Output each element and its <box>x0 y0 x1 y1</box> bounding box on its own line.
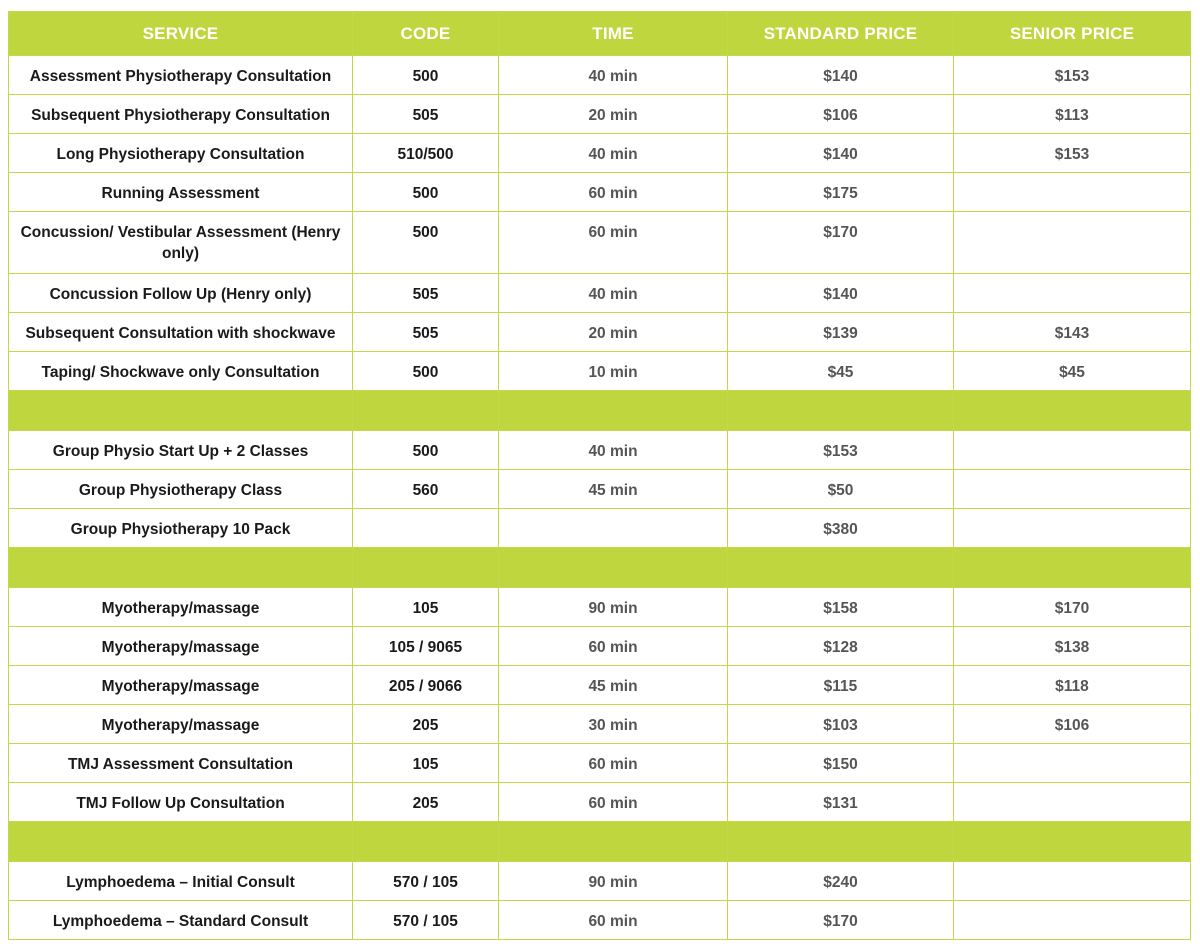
cell-service: Concussion/ Vestibular Assessment (Henry only) <box>9 212 353 274</box>
header-standard-price: STANDARD PRICE <box>728 12 954 56</box>
section-divider-row <box>9 548 1191 588</box>
header-row <box>9 12 1191 56</box>
cell-time: 40 min <box>499 56 728 95</box>
cell-senior: $45 <box>954 352 1191 391</box>
cell-code: 500 <box>353 431 499 470</box>
cell-code: 500 <box>353 173 499 212</box>
price-table <box>8 11 1191 940</box>
cell-time: 40 min <box>499 431 728 470</box>
cell-standard: $153 <box>728 431 954 470</box>
cell-standard: $175 <box>728 173 954 212</box>
cell-service: Long Physiotherapy Consultation <box>9 134 353 173</box>
cell-code: 510/500 <box>353 134 499 173</box>
table-row <box>9 470 1191 509</box>
cell-time: 60 min <box>499 783 728 822</box>
cell-time: 60 min <box>499 173 728 212</box>
cell-time: 60 min <box>499 744 728 783</box>
table-row <box>9 783 1191 822</box>
cell-standard: $131 <box>728 783 954 822</box>
cell-senior <box>954 509 1191 548</box>
cell-time: 60 min <box>499 627 728 666</box>
cell-service: Taping/ Shockwave only Consultation <box>9 352 353 391</box>
cell-code: 500 <box>353 352 499 391</box>
cell-standard: $150 <box>728 744 954 783</box>
header-service: SERVICE <box>9 12 353 56</box>
cell-time: 20 min <box>499 313 728 352</box>
section-divider-cell <box>499 391 728 431</box>
cell-senior <box>954 744 1191 783</box>
section-divider-cell <box>728 822 954 862</box>
table-row <box>9 313 1191 352</box>
header-code: CODE <box>353 12 499 56</box>
cell-code: 505 <box>353 274 499 313</box>
section-divider-cell <box>9 822 353 862</box>
cell-service: Myotherapy/massage <box>9 705 353 744</box>
cell-code <box>353 509 499 548</box>
header-time: TIME <box>499 12 728 56</box>
section-divider-cell <box>954 548 1191 588</box>
cell-standard: $158 <box>728 588 954 627</box>
cell-senior: $113 <box>954 95 1191 134</box>
cell-standard: $170 <box>728 212 954 274</box>
section-divider-cell <box>954 391 1191 431</box>
table-row <box>9 705 1191 744</box>
cell-service: Subsequent Physiotherapy Consultation <box>9 95 353 134</box>
section-divider-cell <box>353 822 499 862</box>
cell-time: 90 min <box>499 588 728 627</box>
table-row <box>9 56 1191 95</box>
cell-code: 205 <box>353 705 499 744</box>
cell-standard: $170 <box>728 901 954 940</box>
cell-service: TMJ Assessment Consultation <box>9 744 353 783</box>
cell-senior <box>954 173 1191 212</box>
cell-service: Assessment Physiotherapy Consultation <box>9 56 353 95</box>
cell-senior <box>954 274 1191 313</box>
cell-senior: $153 <box>954 56 1191 95</box>
cell-code: 505 <box>353 313 499 352</box>
section-divider-cell <box>353 391 499 431</box>
section-divider-cell <box>353 548 499 588</box>
cell-service: TMJ Follow Up Consultation <box>9 783 353 822</box>
section-divider-cell <box>728 391 954 431</box>
cell-standard: $45 <box>728 352 954 391</box>
cell-service: Running Assessment <box>9 173 353 212</box>
cell-standard: $240 <box>728 862 954 901</box>
cell-senior: $138 <box>954 627 1191 666</box>
cell-time: 60 min <box>499 212 728 274</box>
cell-standard: $140 <box>728 56 954 95</box>
cell-standard: $139 <box>728 313 954 352</box>
section-divider-cell <box>499 822 728 862</box>
cell-time: 40 min <box>499 134 728 173</box>
cell-senior: $106 <box>954 705 1191 744</box>
table-row <box>9 509 1191 548</box>
table-row <box>9 134 1191 173</box>
section-divider-cell <box>499 548 728 588</box>
cell-code: 205 / 9066 <box>353 666 499 705</box>
section-divider-row <box>9 822 1191 862</box>
section-divider-cell <box>9 391 353 431</box>
section-divider-cell <box>728 548 954 588</box>
cell-code: 560 <box>353 470 499 509</box>
cell-code: 570 / 105 <box>353 862 499 901</box>
cell-senior <box>954 470 1191 509</box>
cell-standard: $103 <box>728 705 954 744</box>
table-row <box>9 274 1191 313</box>
table-row <box>9 862 1191 901</box>
table-body <box>9 56 1191 940</box>
cell-code: 105 <box>353 588 499 627</box>
cell-code: 105 / 9065 <box>353 627 499 666</box>
price-table-container <box>8 11 1190 940</box>
cell-senior <box>954 862 1191 901</box>
cell-time: 45 min <box>499 666 728 705</box>
cell-senior: $170 <box>954 588 1191 627</box>
cell-senior <box>954 431 1191 470</box>
section-divider-cell <box>954 822 1191 862</box>
cell-service: Group Physio Start Up + 2 Classes <box>9 431 353 470</box>
table-row <box>9 95 1191 134</box>
cell-service: Concussion Follow Up (Henry only) <box>9 274 353 313</box>
cell-service: Lymphoedema – Standard Consult <box>9 901 353 940</box>
cell-standard: $140 <box>728 274 954 313</box>
cell-service: Myotherapy/massage <box>9 588 353 627</box>
cell-standard: $380 <box>728 509 954 548</box>
cell-service: Lymphoedema – Initial Consult <box>9 862 353 901</box>
table-row <box>9 431 1191 470</box>
table-row <box>9 212 1191 274</box>
cell-time: 45 min <box>499 470 728 509</box>
table-row <box>9 901 1191 940</box>
table-row <box>9 352 1191 391</box>
table-row <box>9 666 1191 705</box>
cell-code: 505 <box>353 95 499 134</box>
cell-senior <box>954 901 1191 940</box>
cell-code: 500 <box>353 212 499 274</box>
cell-code: 205 <box>353 783 499 822</box>
cell-time: 60 min <box>499 901 728 940</box>
cell-standard: $115 <box>728 666 954 705</box>
cell-code: 500 <box>353 56 499 95</box>
table-row <box>9 627 1191 666</box>
cell-senior <box>954 783 1191 822</box>
cell-time: 10 min <box>499 352 728 391</box>
cell-service: Subsequent Consultation with shockwave <box>9 313 353 352</box>
header-senior-price: SENIOR PRICE <box>954 12 1191 56</box>
table-row <box>9 744 1191 783</box>
cell-time <box>499 509 728 548</box>
cell-time: 30 min <box>499 705 728 744</box>
cell-time: 40 min <box>499 274 728 313</box>
cell-code: 105 <box>353 744 499 783</box>
cell-code: 570 / 105 <box>353 901 499 940</box>
section-divider-row <box>9 391 1191 431</box>
cell-time: 20 min <box>499 95 728 134</box>
table-row <box>9 173 1191 212</box>
cell-standard: $50 <box>728 470 954 509</box>
cell-service: Myotherapy/massage <box>9 627 353 666</box>
cell-service: Group Physiotherapy 10 Pack <box>9 509 353 548</box>
section-divider-cell <box>9 548 353 588</box>
table-row <box>9 588 1191 627</box>
cell-service: Group Physiotherapy Class <box>9 470 353 509</box>
cell-senior: $118 <box>954 666 1191 705</box>
cell-time: 90 min <box>499 862 728 901</box>
cell-senior <box>954 212 1191 274</box>
cell-service: Myotherapy/massage <box>9 666 353 705</box>
table-header <box>9 12 1191 56</box>
cell-senior: $153 <box>954 134 1191 173</box>
cell-standard: $140 <box>728 134 954 173</box>
cell-standard: $128 <box>728 627 954 666</box>
cell-senior: $143 <box>954 313 1191 352</box>
cell-standard: $106 <box>728 95 954 134</box>
